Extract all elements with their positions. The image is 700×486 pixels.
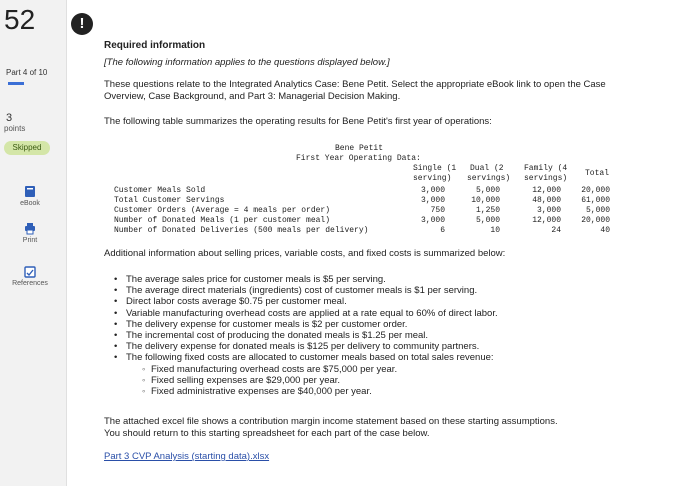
table-cell: 1,250 xyxy=(475,206,500,215)
list-item: • Direct labor costs average $0.75 per customer meal. xyxy=(114,296,498,307)
additional-info-text: Additional information about selling prices, variable costs, and fixed costs is summarized below: xyxy=(104,248,506,259)
closing-line-2: You should return to this starting spreadsheet for each part of the case below. xyxy=(104,428,430,439)
table-cell: 10 xyxy=(490,226,500,235)
references-icon xyxy=(24,265,36,278)
sub-list-item: ◦ Fixed administrative expenses are $40,000 per year. xyxy=(114,386,498,397)
row-label: Customer Orders (Average = 4 meals per order) xyxy=(114,206,331,215)
print-button[interactable] xyxy=(4,222,56,244)
references-label: References xyxy=(12,280,48,287)
table-cell: 10,000 xyxy=(471,196,500,205)
sub-list-item: ◦ Fixed manufacturing overhead costs are $75,000 per year. xyxy=(114,364,498,375)
table-cell: 3,000 xyxy=(420,186,445,195)
table-column-family xyxy=(516,186,561,236)
col-header-single-2: serving) xyxy=(413,174,452,183)
table-cell: 3,000 xyxy=(420,216,445,225)
intro-line-1: These questions relate to the Integrated Analytics Case: Bene Petit. Select the appropriate eBook link to open the Case xyxy=(104,79,606,90)
table-cell: 5,000 xyxy=(585,206,610,215)
list-item: • The delivery expense for customer meals is $2 per customer order. xyxy=(114,319,498,330)
table-cell: 12,000 xyxy=(532,186,561,195)
list-item: • The incremental cost of producing the donated meals is $1.25 per meal. xyxy=(114,330,498,341)
table-cell: 5,000 xyxy=(475,216,500,225)
table-column-total xyxy=(566,186,610,236)
points-label: points xyxy=(4,124,26,133)
cost-bullet-list xyxy=(114,274,498,397)
print-label: Print xyxy=(22,237,38,244)
required-info-subtitle: [The following information applies to the questions displayed below.] xyxy=(104,57,390,68)
table-cell: 6 xyxy=(440,226,445,235)
table-cell: 3,000 xyxy=(536,206,561,215)
table-cell: 48,000 xyxy=(532,196,561,205)
table-cell: 40 xyxy=(600,226,610,235)
table-cell: 61,000 xyxy=(581,196,610,205)
ebook-label: eBook xyxy=(20,200,40,207)
list-item: • The delivery expense for donated meals is $125 per delivery to community partners. xyxy=(114,341,498,352)
table-cell: 20,000 xyxy=(581,216,610,225)
printer-icon xyxy=(24,222,36,235)
col-header-dual-1: Dual (2 xyxy=(470,164,504,173)
row-label: Number of Donated Meals (1 per customer meal) xyxy=(114,216,331,225)
alert-icon: ! xyxy=(71,13,93,35)
row-label: Number of Donated Deliveries (500 meals per delivery) xyxy=(114,226,369,235)
table-column-single xyxy=(400,186,445,236)
col-header-single-1: Single (1 xyxy=(413,164,457,173)
table-column-dual xyxy=(455,186,500,236)
list-item: • The average direct materials (ingredients) cost of customer meals is $1 per serving. xyxy=(114,285,498,296)
ebook-button[interactable] xyxy=(4,185,56,207)
sidebar xyxy=(0,0,67,486)
col-header-family-1: Family (4 xyxy=(524,164,568,173)
table-cell: 3,000 xyxy=(420,196,445,205)
part-progress-bar xyxy=(8,82,24,85)
table-cell: 20,000 xyxy=(581,186,610,195)
table-cell: 12,000 xyxy=(532,216,561,225)
references-button[interactable] xyxy=(4,265,56,287)
list-item: • The following fixed costs are allocated to customer meals based on total sales revenue: xyxy=(114,352,498,363)
list-item: • The average sales price for customer meals is $5 per serving. xyxy=(114,274,498,285)
question-number: 52 xyxy=(4,4,36,35)
book-icon xyxy=(24,185,36,198)
table-title-2: First Year Operating Data: xyxy=(296,154,421,163)
required-info-title: Required information xyxy=(104,40,206,51)
sub-list-item: ◦ Fixed selling expenses are $29,000 per year. xyxy=(114,375,498,386)
col-header-family-2: servings) xyxy=(524,174,568,183)
table-cell: 24 xyxy=(551,226,561,235)
col-header-total: Total xyxy=(585,169,610,178)
closing-line-1: The attached excel file shows a contribution margin income statement based on these starting assumptions. xyxy=(104,416,558,427)
list-item: • Variable manufacturing overhead costs are applied at a rate equal to 60% of direct labor. xyxy=(114,308,498,319)
status-badge: Skipped xyxy=(4,141,50,155)
intro-line-3: The following table summarizes the operating results for Bene Petit's first year of operations: xyxy=(104,116,492,127)
intro-line-2: Overview, Case Background, and Part 3: Managerial Decision Making. xyxy=(104,91,401,102)
row-label: Total Customer Servings xyxy=(114,196,225,205)
table-title-1: Bene Petit xyxy=(335,144,384,153)
row-label: Customer Meals Sold xyxy=(114,186,206,195)
table-cell: 750 xyxy=(430,206,445,215)
points-value: 3 xyxy=(6,112,13,124)
part-indicator: Part 4 of 10 xyxy=(6,68,48,77)
table-cell: 5,000 xyxy=(475,186,500,195)
col-header-dual-2: servings) xyxy=(467,174,511,183)
excel-file-link[interactable]: Part 3 CVP Analysis (starting data).xlsx xyxy=(104,451,270,462)
